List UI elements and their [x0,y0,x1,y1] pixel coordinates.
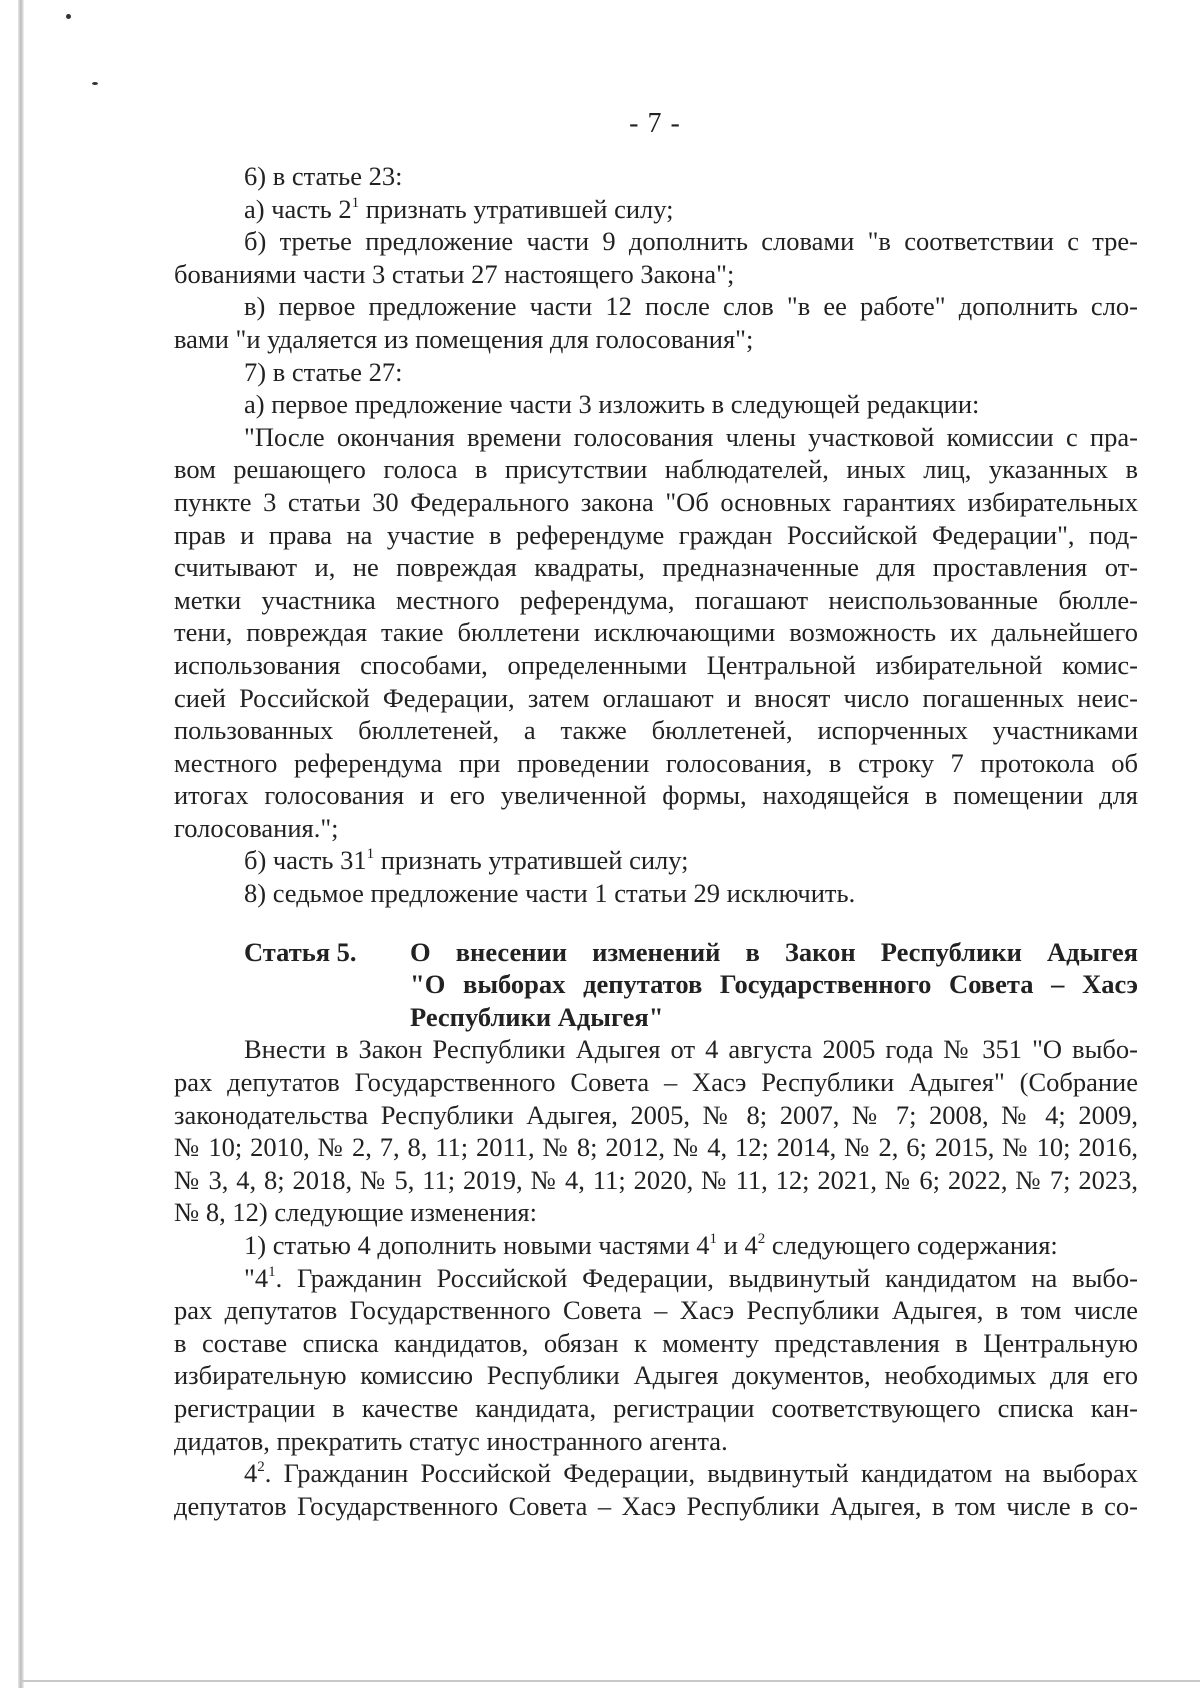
text-line: считывают и, не повреждая квадраты, предназначенные для проставления от- [174,552,1138,583]
text-line: местного референдума при проведении голосования, в строку 7 протокола об [174,747,1138,778]
text-line: "После окончания времени голосования члены участковой комиссии с пра- [244,421,1138,452]
text-line: голосования."; [174,812,339,843]
text-line: использования способами, определенными Центральной избирательной комис- [174,649,1138,680]
text-line: б) часть $31^1$ признать утратившей силу; [244,845,689,876]
text-line: рах депутатов Государственного Совета – Хасэ Республики Адыгея, в том числе [174,1295,1138,1326]
text-line: 7) в статье 27: [244,356,403,387]
article-label: Статья 5. [244,936,357,967]
text-line: а) часть $2^1$ признать утратившей силу; [244,193,674,224]
text-line: вом решающего голоса в присутствии наблюдателей, иных лиц, указанных в [174,454,1138,485]
article-title: О внесении изменений в Закон Республики Адыгея "О выборах депутатов Государственного Совета – Хасэ Республики Адыгея" [410,936,1138,1032]
scan-speck [92,82,98,85]
text-line: 1) статью 4 дополнить новыми частями $4^1$ и $4^2$ следующего содержания: [244,1230,1058,1260]
scan-edge-left [18,0,24,1688]
text-line: вами "и удаляется из помещения для голосования"; [174,323,754,354]
text-line: тени, повреждая такие бюллетени исключающими возможность их дальнейшего [174,617,1138,648]
text-line: регистрации в качестве кандидата, регистрации соответствующего списка кан- [174,1392,1138,1423]
text-line: пользованных бюллетеней, а также бюллетеней, испорченных участниками [174,715,1138,746]
scan-edge-bottom [20,1680,1200,1682]
text-line: избирательную комиссию Республики Адыгея документов, необходимых для его [174,1360,1138,1391]
text-line: дидатов, прекратить статус иностранного агента. [174,1425,728,1456]
text-line: итогах голосования и его увеличенной формы, находящейся в помещении для [174,780,1138,811]
text-line: № 8, 12) следующие изменения: [174,1197,537,1228]
text-line: рах депутатов Государственного Совета – Хасэ Республики Адыгея" (Собрание [174,1067,1138,1098]
text-line: 8) седьмое предложение части 1 статьи 29 исключить. [244,878,856,909]
text-line: № 10; 2010, № 2, 7, 8, 11; 2011, № 8; 2012, № 4, 12; 2014, № 2, 6; 2015, № 10; 2016, [174,1132,1138,1163]
text-line: 6) в статье 23: [244,161,403,191]
article-heading [174,936,1138,1034]
text-line: "$4^1$. Гражданин Российской Федерации, выдвинутый кандидатом на выбо- [244,1262,1138,1293]
text-line: в составе списка кандидатов, обязан к моменту представления в Центральную [174,1327,1138,1358]
text-line: б) третье предложение части 9 дополнить словами "в соответствии с тре- [244,226,1138,257]
text-line: а) первое предложение части 3 изложить в следующей редакции: [244,389,980,420]
document-body [174,160,1138,1522]
text-line: Внести в Закон Республики Адыгея от 4 августа 2005 года № 351 "О выбо- [244,1034,1138,1065]
text-line: № 3, 4, 8; 2018, № 5, 11; 2019, № 4, 11; 2020, № 11, 12; 2021, № 6; 2022, № 7; 2023, [174,1164,1138,1195]
text-line: депутатов Государственного Совета – Хасэ Республики Адыгея, в том числе в со- [174,1490,1138,1521]
page-number: - 7 - [629,108,681,139]
text-line: прав и права на участие в референдуме граждан Российской Федерации", под- [174,519,1138,550]
text-line: $4^2$. Гражданин Российской Федерации, выдвинутый кандидатом на выборах [244,1458,1138,1489]
scan-speck [66,14,71,19]
text-line: бованиями части 3 статьи 27 настоящего Закона"; [174,258,735,289]
text-line: сией Российской Федерации, затем оглашают и вносят число погашенных неис- [174,682,1138,713]
text-line: в) первое предложение части 12 после слов "в ее работе" дополнить сло- [244,291,1138,322]
text-line: метки участника местного референдума, погашают неиспользованные бюлле- [174,584,1138,615]
text-line: законодательства Республики Адыгея, 2005, № 8; 2007, № 7; 2008, № 4; 2009, [174,1099,1138,1130]
text-line: пункте 3 статьи 30 Федерального закона "Об основных гарантиях избирательных [174,486,1138,517]
